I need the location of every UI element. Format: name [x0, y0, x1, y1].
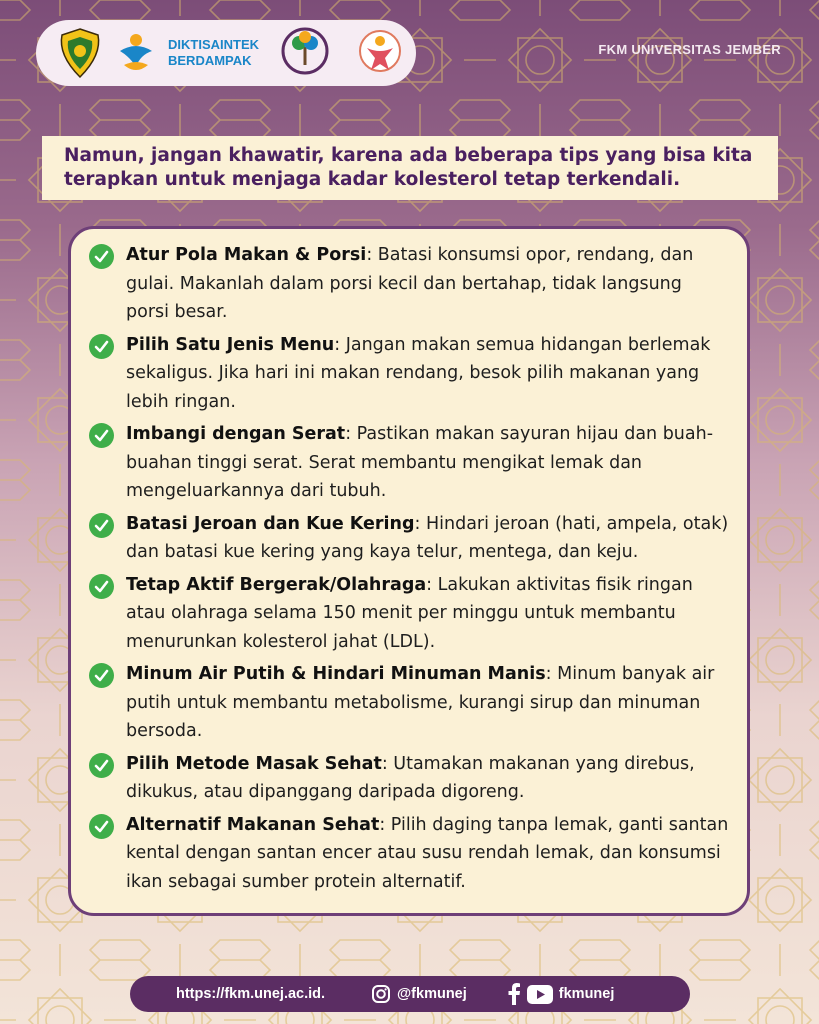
tip-item — [89, 811, 729, 897]
youtube-icon — [527, 985, 553, 1004]
tip-text — [126, 420, 729, 506]
tip-text — [126, 331, 729, 417]
fkm-faculty-logo — [277, 25, 333, 81]
brand-line-1: DIKTISAINTEK — [168, 37, 259, 52]
tip-title: Tetap Aktif Bergerak/Olahraga — [126, 574, 427, 595]
tip-item — [89, 510, 729, 567]
check-icon — [89, 513, 114, 538]
logo-bar — [36, 20, 416, 86]
tip-description: : Batasi konsumsi opor, rendang, dan gulai. Makanlah dalam porsi kecil dan bertahap, tidak langsung porsi besar. — [126, 245, 694, 322]
tip-text — [126, 750, 729, 807]
tip-text — [126, 811, 729, 897]
diktisaintek-brand-text — [168, 37, 259, 69]
brand-line-2: BERDAMPAK — [168, 53, 252, 68]
tip-description: : Pastikan makan sayuran hijau dan buah-buahan tinggi serat. Serat membantu mengikat lemak dan mengeluarkannya dari tubuh. — [126, 424, 714, 501]
tip-title: Minum Air Putih & Hindari Minuman Manis — [126, 664, 546, 684]
tip-description: : Utamakan makanan yang direbus, dikukus, atau dipanggang daripada digoreng. — [126, 753, 695, 802]
tip-item — [89, 571, 729, 657]
tip-item — [89, 331, 729, 417]
tip-text — [126, 510, 729, 567]
check-icon — [89, 663, 114, 688]
check-icon — [89, 814, 114, 839]
check-icon — [89, 423, 114, 448]
tip-text — [126, 571, 729, 657]
diktisaintek-logo — [116, 31, 156, 75]
tip-title: Alternatif Makanan Sehat — [126, 814, 380, 835]
social-handle-text: fkmunej — [558, 986, 615, 1002]
faculty-name: FKM UNIVERSITAS JEMBER — [598, 42, 781, 57]
facebook-youtube-handle[interactable] — [507, 983, 615, 1005]
tip-title: Batasi Jeroan dan Kue Kering — [126, 513, 415, 534]
check-icon — [89, 574, 114, 599]
tip-description: : Minum banyak air putih untuk membantu metabolisme, kurangi sirup dan minuman bersoda. — [126, 664, 715, 741]
tip-item — [89, 420, 729, 506]
tips-card — [68, 226, 750, 916]
tip-item — [89, 750, 729, 807]
tip-text — [126, 241, 729, 327]
facebook-icon — [507, 983, 521, 1005]
instagram-icon — [371, 984, 391, 1004]
tip-description: : Pilih daging tanpa lemak, ganti santan kental dengan santan encer atau susu rendah lemak, dan konsumsi ikan sebagai sumber protein alternatif. — [126, 814, 729, 892]
tip-text — [126, 660, 729, 746]
tip-title: Imbangi dengan Serat — [126, 424, 346, 444]
check-icon — [89, 753, 114, 778]
headline-banner: Namun, jangan khawatir, karena ada beberapa tips yang bisa kita terapkan untuk menjaga kadar kolesterol tetap terkendali. — [42, 136, 778, 200]
tip-title: Atur Pola Makan & Porsi — [126, 245, 367, 265]
tip-description: : Lakukan aktivitas fisik ringan atau olahraga selama 150 menit per minggu untuk membantu menurunkan kolesterol jahat (LDL). — [126, 574, 693, 652]
instagram-handle-text: @fkmunej — [397, 986, 467, 1002]
tip-title: Pilih Satu Jenis Menu — [126, 334, 335, 355]
check-icon — [89, 334, 114, 359]
tip-item — [89, 241, 729, 327]
tip-description: : Hindari jeroan (hati, ampela, otak) dan batasi kue kering yang kaya telur, mentega, dan keju. — [126, 513, 729, 562]
tip-title: Pilih Metode Masak Sehat — [126, 753, 382, 774]
health-promoting-university-logo — [355, 28, 405, 78]
footer-bar — [130, 976, 690, 1012]
instagram-handle[interactable] — [371, 984, 467, 1004]
university-jember-logo — [54, 27, 106, 79]
tip-item — [89, 660, 729, 746]
website-link[interactable]: https://fkm.unej.ac.id. — [176, 986, 326, 1002]
check-icon — [89, 244, 114, 269]
tip-description: : Jangan makan semua hidangan berlemak sekaligus. Jika hari ini makan rendang, besok pilih makanan yang lebih ringan. — [126, 334, 711, 412]
